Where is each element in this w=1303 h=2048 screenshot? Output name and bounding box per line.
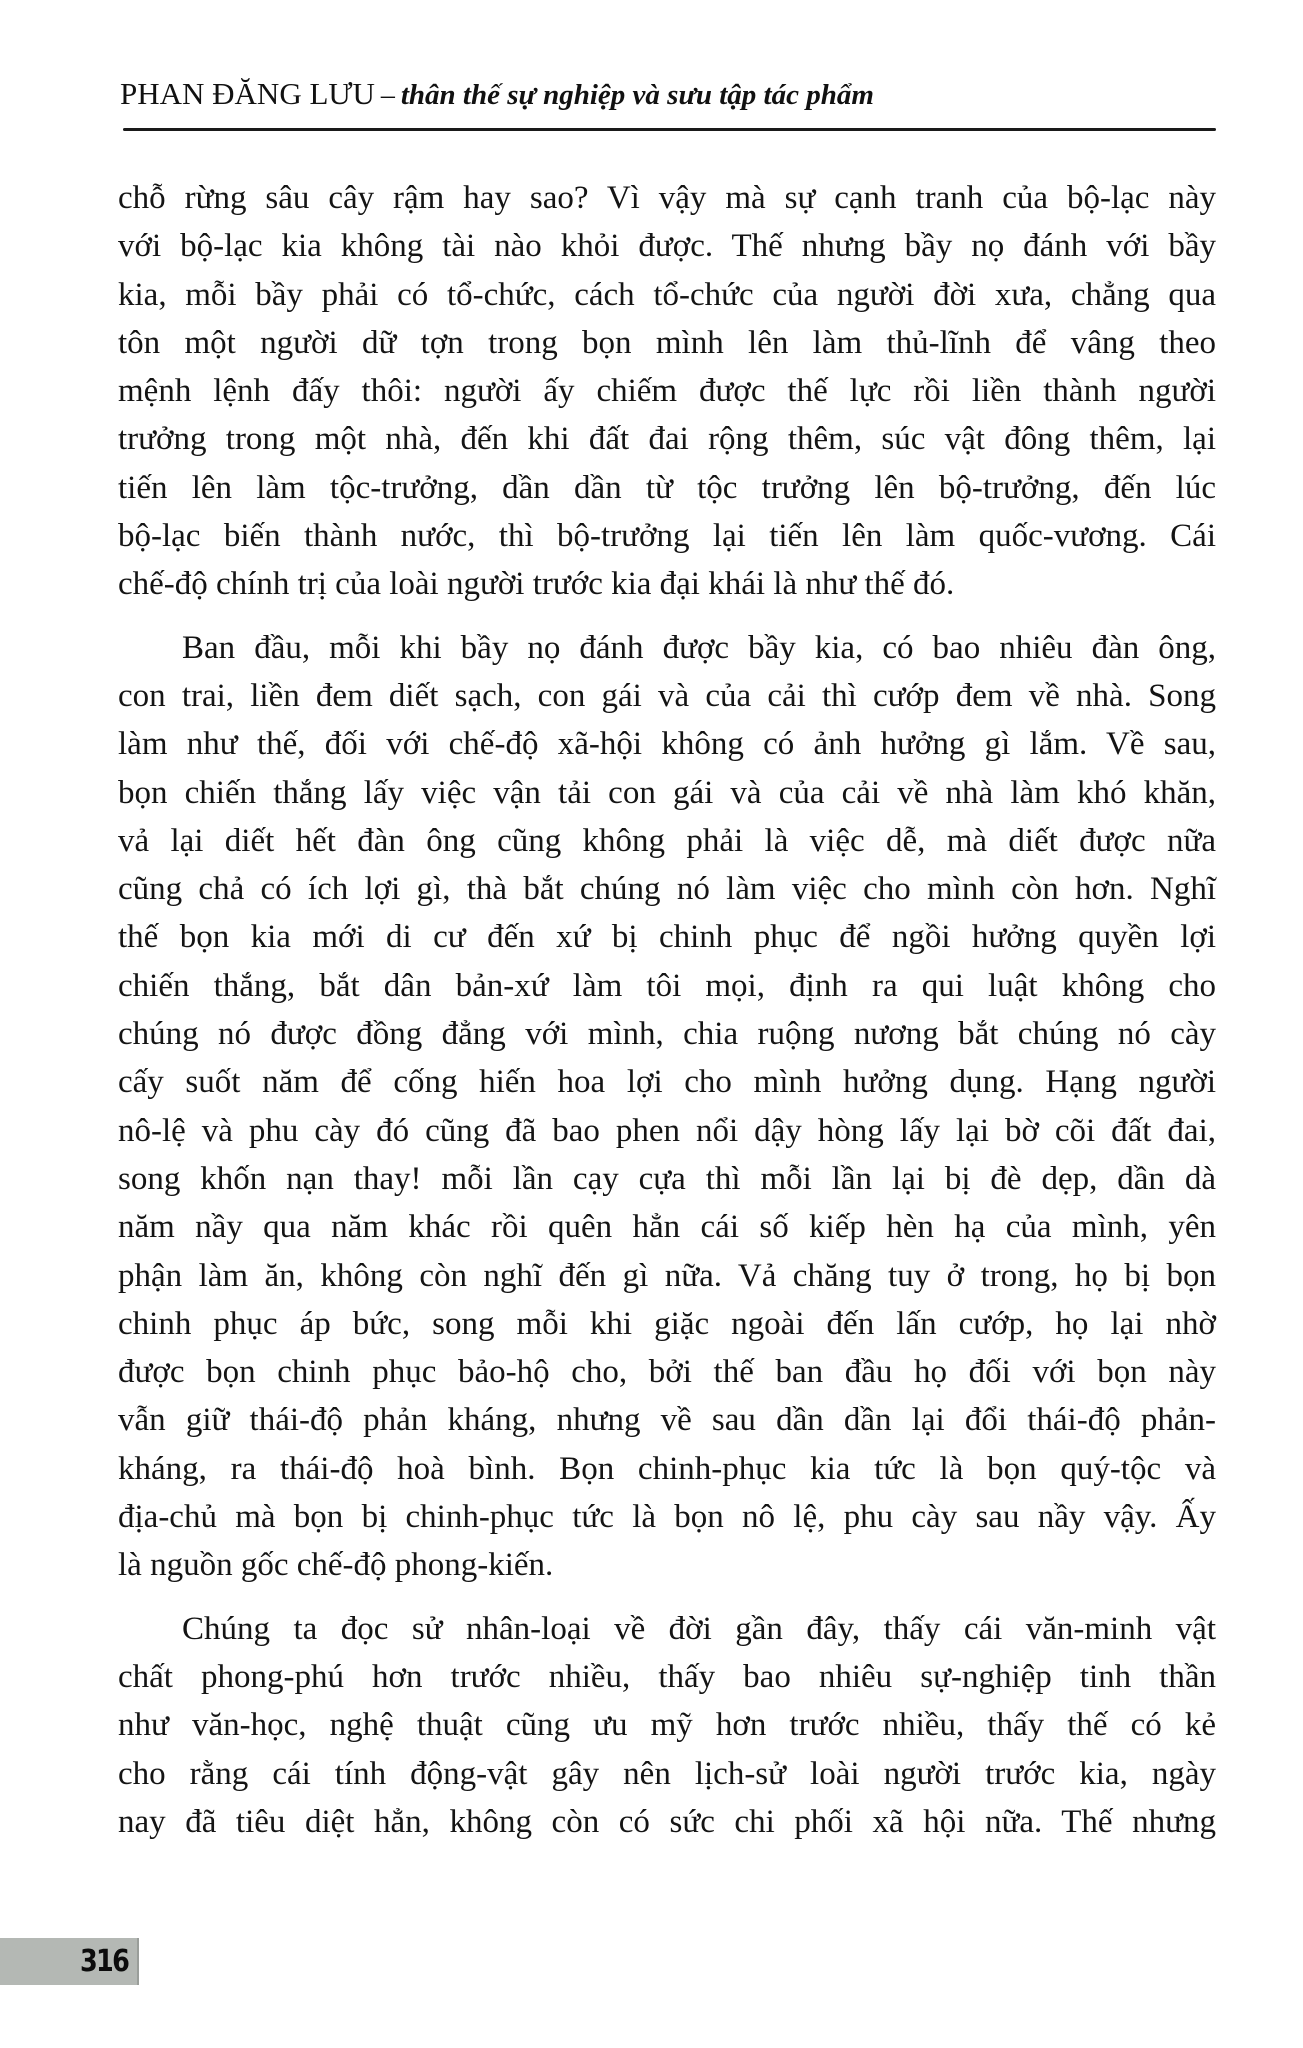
text-line: nô-lệ và phu cày đó cũng đã bao phen nổi dậy hòng lấy lại bờ cõi đất đai, (118, 1112, 1216, 1149)
header-rule (123, 128, 1216, 131)
text-line: chất phong-phú hơn trước nhiều, thấy bao nhiêu sự-nghiệp tinh thần (118, 1658, 1216, 1695)
text-line: kia, mỗi bầy phải có tổ-chức, cách tổ-chức của người đời xưa, chẳng qua (118, 276, 1216, 313)
text-line: bộ-lạc biến thành nước, thì bộ-trưởng lại tiến lên làm quốc-vương. Cái (118, 518, 1216, 555)
paragraph (118, 174, 1216, 609)
text-line: kháng, ra thái-độ hoà bình. Bọn chinh-phục kia tức là bọn quý-tộc và (118, 1450, 1216, 1487)
page-number-tab (0, 1938, 139, 1985)
paragraph (118, 1605, 1216, 1846)
body-text (118, 174, 1216, 1861)
header-separator: – (380, 80, 395, 111)
text-line: cấy suốt năm để cống hiến hoa lợi cho mình hưởng dụng. Hạng người (118, 1064, 1216, 1101)
text-line: phận làm ăn, không còn nghĩ đến gì nữa. Vả chăng tuy ở trong, họ bị bọn (118, 1257, 1216, 1294)
text-line: với bộ-lạc kia không tài nào khỏi được. Thế nhưng bầy nọ đánh với bầy (118, 228, 1216, 265)
text-line: địa-chủ mà bọn bị chinh-phục tức là bọn nô lệ, phu cày sau nầy vậy. Ấy (118, 1499, 1216, 1536)
text-line: vả lại diết hết đàn ông cũng không phải là việc dễ, mà diết được nữa (118, 822, 1216, 859)
text-line: trưởng trong một nhà, đến khi đất đai rộng thêm, súc vật đông thêm, lại (118, 421, 1216, 458)
text-line: thế bọn kia mới di cư đến xứ bị chinh phục để ngồi hưởng quyền lợi (118, 919, 1216, 956)
text-line: chế-độ chính trị của loài người trước kia đại khái là như thế đó. (118, 566, 955, 603)
paragraph (118, 624, 1216, 1590)
text-line: là nguồn gốc chế-độ phong-kiến. (118, 1547, 554, 1584)
text-line: nay đã tiêu diệt hẳn, không còn có sức chi phối xã hội nữa. Thế nhưng (118, 1803, 1216, 1840)
text-line: như văn-học, nghệ thuật cũng ưu mỹ hơn trước nhiều, thấy thế có kẻ (118, 1707, 1216, 1744)
text-line: Chúng ta đọc sử nhân-loại về đời gần đây, thấy cái văn-minh vật (182, 1610, 1216, 1647)
text-line: năm nầy qua năm khác rồi quên hẳn cái số kiếp hèn hạ của mình, yên (118, 1209, 1216, 1246)
text-line: làm như thế, đối với chế-độ xã-hội không có ảnh hưởng gì lắm. Về sau, (118, 726, 1216, 763)
header-subtitle: thân thế sự nghiệp và sưu tập tác phẩm (400, 79, 874, 111)
text-line: bọn chiến thắng lấy việc vận tải con gái và của cải về nhà làm khó khăn, (118, 774, 1216, 811)
text-line: chiến thắng, bắt dân bản-xứ làm tôi mọi, định ra qui luật không cho (118, 967, 1216, 1004)
page-number: 316 (80, 1944, 129, 1979)
text-line: chúng nó được đồng đẳng với mình, chia ruộng nương bắt chúng nó cày (118, 1016, 1216, 1053)
text-line: cũng chả có ích lợi gì, thà bắt chúng nó làm việc cho mình còn hơn. Nghĩ (118, 871, 1216, 908)
text-line: được bọn chinh phục bảo-hộ cho, bởi thế ban đầu họ đối với bọn này (118, 1354, 1216, 1391)
text-line: song khốn nạn thay! mỗi lần cạy cựa thì mỗi lần lại bị đè dẹp, dần dà (118, 1160, 1216, 1197)
text-line: tôn một người dữ tợn trong bọn mình lên làm thủ-lĩnh để vâng theo (118, 324, 1216, 361)
text-line: tiến lên làm tộc-trưởng, dần dần từ tộc trưởng lên bộ-trưởng, đến lúc (118, 469, 1216, 506)
text-line: Ban đầu, mỗi khi bầy nọ đánh được bầy kia, có bao nhiêu đàn ông, (182, 629, 1216, 666)
text-line: cho rằng cái tính động-vật gây nên lịch-sử loài người trước kia, ngày (118, 1755, 1216, 1792)
text-line: vẫn giữ thái-độ phản kháng, nhưng về sau dần dần lại đổi thái-độ phản- (118, 1402, 1216, 1439)
text-line: mệnh lệnh đấy thôi: người ấy chiếm được thế lực rồi liền thành người (118, 373, 1216, 410)
text-line: chinh phục áp bức, song mỗi khi giặc ngoài đến lấn cướp, họ lại nhờ (118, 1305, 1216, 1342)
text-line: con trai, liền đem diết sạch, con gái và của cải thì cướp đem về nhà. Song (118, 677, 1216, 714)
header-author: PHAN ĐĂNG LƯU (120, 76, 375, 111)
text-line: chỗ rừng sâu cây rậm hay sao? Vì vậy mà sự cạnh tranh của bộ-lạc này (118, 180, 1216, 216)
running-header (120, 76, 1215, 112)
